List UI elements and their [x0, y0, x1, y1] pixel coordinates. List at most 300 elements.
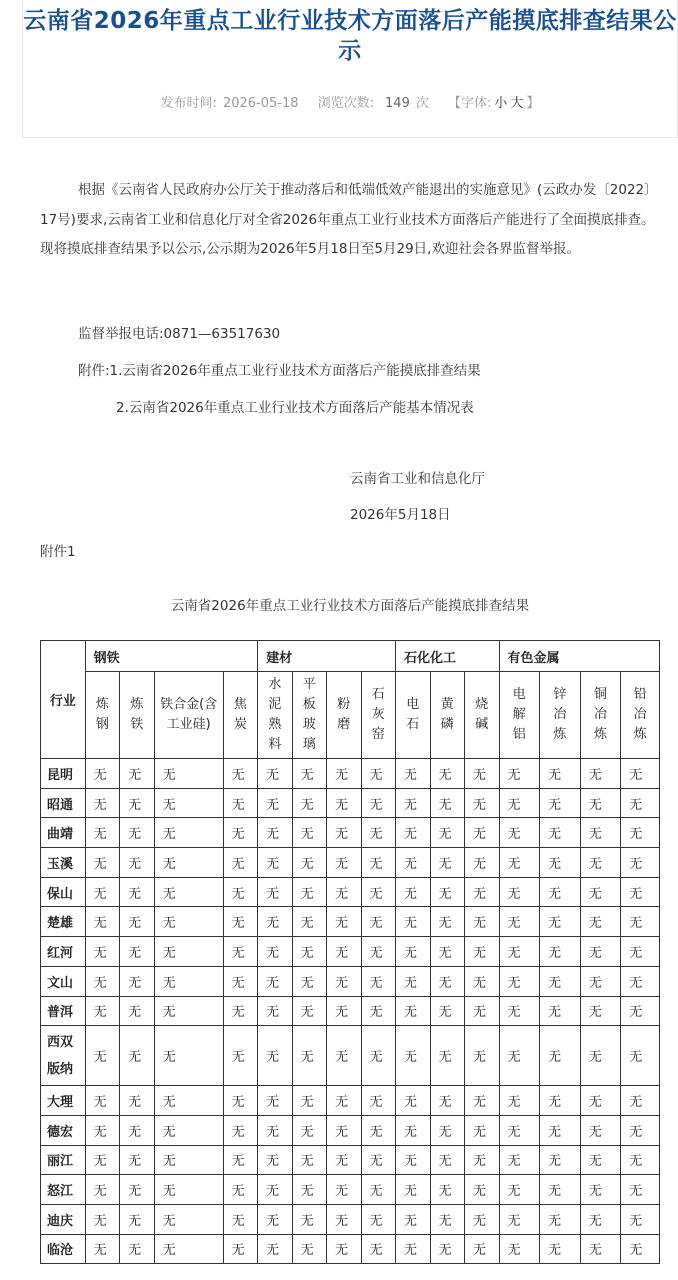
region-cell: 楚雄 [41, 907, 86, 937]
region-cell: 曲靖 [41, 818, 86, 848]
table-cell: 无 [327, 996, 361, 1026]
column-header [540, 672, 581, 759]
table-cell: 无 [120, 937, 154, 967]
table-cell: 无 [292, 1175, 326, 1205]
table-cell: 无 [154, 907, 223, 937]
table-cell: 无 [540, 818, 581, 848]
table-cell: 无 [258, 907, 292, 937]
table-cell: 无 [396, 1234, 430, 1264]
table-cell: 无 [580, 1175, 621, 1205]
table-cell: 无 [499, 818, 540, 848]
table-cell: 无 [292, 996, 326, 1026]
group-header-row [41, 641, 660, 672]
table-cell: 无 [154, 1115, 223, 1145]
signature-date: 2026年5月18日 [350, 507, 451, 523]
table-cell: 无 [540, 1204, 581, 1234]
table-cell: 无 [292, 1115, 326, 1145]
table-cell: 无 [621, 818, 660, 848]
table-cell: 无 [154, 937, 223, 967]
table-cell: 无 [85, 1026, 119, 1086]
table-cell: 无 [292, 1234, 326, 1264]
table-cell: 无 [120, 1175, 154, 1205]
table-cell: 无 [154, 1175, 223, 1205]
table-cell: 无 [223, 907, 258, 937]
table-cell: 无 [292, 907, 326, 937]
table-cell: 无 [396, 1175, 430, 1205]
table-cell: 无 [430, 759, 464, 789]
hotline-text: 监督举报电话:0871—63517630 [78, 326, 281, 342]
table-cell: 无 [258, 1115, 292, 1145]
table-cell: 无 [465, 759, 500, 789]
table-cell: 无 [430, 877, 464, 907]
table-cell: 无 [430, 937, 464, 967]
region-cell: 保山 [41, 877, 86, 907]
attachment-1: 附件:1.云南省2026年重点工业行业技术方面落后产能摸底排查结果 [78, 363, 481, 379]
views-count: 149 [385, 96, 410, 111]
table-cell: 无 [540, 996, 581, 1026]
table-cell: 无 [154, 1086, 223, 1116]
table-cell: 无 [327, 1086, 361, 1116]
table-cell: 无 [120, 1086, 154, 1116]
table-cell: 无 [580, 966, 621, 996]
table-cell: 无 [465, 818, 500, 848]
table-cell: 无 [120, 877, 154, 907]
table-cell: 无 [540, 848, 581, 878]
table-cell: 无 [258, 877, 292, 907]
table-cell: 无 [580, 848, 621, 878]
table-cell: 无 [430, 966, 464, 996]
table-cell: 无 [327, 759, 361, 789]
column-header-label: 粉磨 [337, 697, 351, 732]
table-cell: 无 [396, 1115, 430, 1145]
table-cell: 无 [465, 1145, 500, 1175]
table-cell: 无 [396, 1086, 430, 1116]
table-cell: 无 [327, 966, 361, 996]
column-header [580, 672, 621, 759]
table-row [41, 1026, 660, 1086]
table-cell: 无 [327, 1234, 361, 1264]
column-header [465, 672, 500, 759]
table-row [41, 1234, 660, 1264]
table-cell: 无 [580, 788, 621, 818]
table-cell: 无 [580, 1115, 621, 1145]
region-cell: 玉溪 [41, 848, 86, 878]
table-cell: 无 [540, 1145, 581, 1175]
table-cell: 无 [258, 1086, 292, 1116]
table-cell: 无 [621, 1234, 660, 1264]
table-cell: 无 [396, 759, 430, 789]
annex-label: 附件1 [40, 544, 76, 560]
column-header [120, 672, 154, 759]
page-title: 云南省2026年重点工业行业技术方面落后产能摸底排查结果公示 [23, 8, 677, 64]
column-header-label: 石灰窑 [371, 687, 385, 742]
table-cell: 无 [327, 1175, 361, 1205]
table-cell: 无 [154, 818, 223, 848]
column-header [85, 672, 119, 759]
attachment-2: 2.云南省2026年重点工业行业技术方面落后产能基本情况表 [116, 400, 474, 416]
table-cell: 无 [292, 788, 326, 818]
table-cell: 无 [396, 966, 430, 996]
table-cell: 无 [580, 937, 621, 967]
table-cell: 无 [621, 788, 660, 818]
table-cell: 无 [361, 1145, 396, 1175]
table-cell: 无 [540, 877, 581, 907]
table-cell: 无 [361, 1026, 396, 1086]
table-cell: 无 [499, 966, 540, 996]
table-row [41, 759, 660, 789]
table-cell: 无 [465, 877, 500, 907]
table-cell: 无 [621, 1204, 660, 1234]
table-cell: 无 [85, 1234, 119, 1264]
column-header-label: 黄磷 [440, 697, 454, 732]
table-cell: 无 [154, 1026, 223, 1086]
table-cell: 无 [499, 1026, 540, 1086]
table-cell: 无 [540, 1115, 581, 1145]
table-cell: 无 [465, 966, 500, 996]
table-cell: 无 [465, 1234, 500, 1264]
table-cell: 无 [540, 907, 581, 937]
table-cell: 无 [327, 877, 361, 907]
column-header-label: 铜冶炼 [593, 687, 607, 742]
table-cell: 无 [465, 996, 500, 1026]
table-cell: 无 [540, 759, 581, 789]
region-cell: 大理 [41, 1086, 86, 1116]
table-cell: 无 [430, 848, 464, 878]
table-cell: 无 [580, 907, 621, 937]
table-row [41, 818, 660, 848]
column-header-label: 铅冶炼 [633, 687, 647, 742]
region-cell: 迪庆 [41, 1204, 86, 1234]
table-cell: 无 [499, 1145, 540, 1175]
table-row [41, 996, 660, 1026]
table-cell: 无 [258, 759, 292, 789]
table-caption: 云南省2026年重点工业行业技术方面落后产能摸底排查结果 [170, 598, 530, 614]
table-row [41, 877, 660, 907]
table-cell: 无 [85, 759, 119, 789]
table-cell: 无 [396, 907, 430, 937]
table-row [41, 1115, 660, 1145]
table-cell: 无 [85, 848, 119, 878]
column-header-label: 水泥熟料 [268, 677, 282, 752]
table-cell: 无 [430, 1204, 464, 1234]
table-cell: 无 [85, 996, 119, 1026]
table-row [41, 848, 660, 878]
group-steel: 钢铁 [85, 641, 257, 672]
table-cell: 无 [327, 848, 361, 878]
table-cell: 无 [120, 1204, 154, 1234]
table-cell: 无 [223, 848, 258, 878]
table-cell: 无 [223, 1145, 258, 1175]
column-header-label: 焦炭 [233, 697, 247, 732]
table-cell: 无 [154, 877, 223, 907]
table-cell: 无 [396, 996, 430, 1026]
table-cell: 无 [258, 1145, 292, 1175]
region-cell: 临沧 [41, 1234, 86, 1264]
column-header-label: 炼铁 [130, 697, 144, 732]
industry-header: 行业 [41, 641, 86, 759]
table-row [41, 1175, 660, 1205]
signature-org: 云南省工业和信息化厅 [350, 471, 485, 487]
table-cell: 无 [540, 1234, 581, 1264]
table-cell: 无 [430, 1086, 464, 1116]
table-cell: 无 [540, 1086, 581, 1116]
views-unit: 次 [415, 96, 429, 111]
region-cell: 怒江 [41, 1175, 86, 1205]
table-cell: 无 [396, 937, 430, 967]
table-cell: 无 [327, 937, 361, 967]
table-cell: 无 [120, 1145, 154, 1175]
table-cell: 无 [465, 1086, 500, 1116]
table-cell: 无 [85, 907, 119, 937]
table-cell: 无 [580, 759, 621, 789]
table-cell: 无 [465, 1026, 500, 1086]
table-cell: 无 [258, 848, 292, 878]
table-cell: 无 [621, 1086, 660, 1116]
table-cell: 无 [120, 1234, 154, 1264]
table-cell: 无 [361, 818, 396, 848]
table-cell: 无 [396, 1204, 430, 1234]
table-cell: 无 [540, 1175, 581, 1205]
table-cell: 无 [327, 907, 361, 937]
table-cell: 无 [327, 1145, 361, 1175]
table-cell: 无 [154, 848, 223, 878]
table-cell: 无 [361, 1175, 396, 1205]
font-large-button[interactable]: 大 [510, 96, 524, 111]
table-cell: 无 [258, 1026, 292, 1086]
table-cell: 无 [361, 907, 396, 937]
table-cell: 无 [154, 1145, 223, 1175]
table-cell: 无 [120, 1115, 154, 1145]
table-cell: 无 [258, 788, 292, 818]
table-cell: 无 [361, 759, 396, 789]
table-cell: 无 [223, 1204, 258, 1234]
table-cell: 无 [621, 1026, 660, 1086]
font-small-button[interactable]: 小 [494, 96, 508, 111]
column-header [292, 672, 326, 759]
column-header-label: 炼钢 [95, 697, 109, 732]
table-cell: 无 [223, 788, 258, 818]
column-header [396, 672, 430, 759]
table-cell: 无 [621, 759, 660, 789]
table-cell: 无 [465, 1115, 500, 1145]
column-header [223, 672, 258, 759]
table-cell: 无 [85, 966, 119, 996]
publish-label: 发布时间: [160, 96, 217, 111]
table-cell: 无 [540, 1026, 581, 1086]
column-header-label: 铁合金(含工业硅) [160, 697, 218, 732]
table-cell: 无 [223, 1115, 258, 1145]
table-cell: 无 [85, 1175, 119, 1205]
column-header [430, 672, 464, 759]
column-header-label: 平板玻璃 [302, 677, 316, 752]
table-cell: 无 [85, 818, 119, 848]
table-cell: 无 [154, 966, 223, 996]
table-cell: 无 [499, 1086, 540, 1116]
table-cell: 无 [430, 1234, 464, 1264]
column-header [154, 672, 223, 759]
table-cell: 无 [292, 1145, 326, 1175]
table-cell: 无 [430, 1115, 464, 1145]
table-cell: 无 [327, 1026, 361, 1086]
table-cell: 无 [327, 1204, 361, 1234]
column-header [499, 672, 540, 759]
table-cell: 无 [499, 1175, 540, 1205]
table-cell: 无 [499, 759, 540, 789]
column-header [621, 672, 660, 759]
table-cell: 无 [430, 1175, 464, 1205]
table-cell: 无 [223, 759, 258, 789]
table-cell: 无 [85, 877, 119, 907]
table-cell: 无 [292, 1026, 326, 1086]
table-cell: 无 [465, 788, 500, 818]
table-cell: 无 [621, 848, 660, 878]
table-cell: 无 [465, 848, 500, 878]
table-row [41, 1204, 660, 1234]
table-cell: 无 [396, 1145, 430, 1175]
intro-paragraph: 根据《云南省人民政府办公厅关于推动落后和低端低效产能退出的实施意见》(云政办发〔2022〕17号)要求,云南省工业和信息化厅对全省2026年重点工业行业技术方面落后产能进行了全面摸底排查。现将摸底排查结果予以公示,公示期为2026年5月18日至5月29日,欢迎社会各界监督举报。 [40, 182, 658, 257]
table-cell: 无 [465, 1175, 500, 1205]
font-size-close: 】 [526, 96, 540, 111]
table-cell: 无 [580, 1026, 621, 1086]
column-header-label: 烧碱 [475, 697, 489, 732]
table-cell: 无 [85, 1204, 119, 1234]
table-cell: 无 [465, 907, 500, 937]
table-row [41, 937, 660, 967]
table-cell: 无 [361, 1115, 396, 1145]
group-petrochemical: 石化化工 [396, 641, 499, 672]
table-cell: 无 [430, 1145, 464, 1175]
table-cell: 无 [361, 937, 396, 967]
table-cell: 无 [223, 1026, 258, 1086]
table-cell: 无 [223, 996, 258, 1026]
table-cell: 无 [465, 937, 500, 967]
region-cell: 昆明 [41, 759, 86, 789]
table-cell: 无 [223, 1086, 258, 1116]
region-cell: 昭通 [41, 788, 86, 818]
table-cell: 无 [223, 1175, 258, 1205]
table-cell: 无 [327, 1115, 361, 1145]
table-row [41, 788, 660, 818]
table-cell: 无 [223, 877, 258, 907]
region-cell: 德宏 [41, 1115, 86, 1145]
table-cell: 无 [154, 996, 223, 1026]
table-cell: 无 [499, 877, 540, 907]
table-cell: 无 [154, 1204, 223, 1234]
table-cell: 无 [223, 818, 258, 848]
table-cell: 无 [621, 966, 660, 996]
table-cell: 无 [258, 1175, 292, 1205]
table-cell: 无 [85, 937, 119, 967]
region-cell: 红河 [41, 937, 86, 967]
region-cell: 丽江 [41, 1145, 86, 1175]
table-cell: 无 [540, 966, 581, 996]
table-row [41, 966, 660, 996]
table-cell: 无 [430, 788, 464, 818]
table-cell: 无 [258, 937, 292, 967]
table-cell: 无 [396, 1026, 430, 1086]
table-cell: 无 [120, 788, 154, 818]
table-cell: 无 [292, 1204, 326, 1234]
table-row [41, 1145, 660, 1175]
region-cell: 西双版纳 [41, 1026, 86, 1086]
group-nonferrous: 有色金属 [499, 641, 659, 672]
table-cell: 无 [361, 1086, 396, 1116]
table-cell: 无 [396, 848, 430, 878]
table-cell: 无 [499, 907, 540, 937]
table-cell: 无 [327, 788, 361, 818]
table-row [41, 1086, 660, 1116]
table-cell: 无 [223, 1234, 258, 1264]
table-cell: 无 [154, 1234, 223, 1264]
table-cell: 无 [120, 1026, 154, 1086]
table-cell: 无 [361, 996, 396, 1026]
table-cell: 无 [154, 759, 223, 789]
results-table-body [41, 759, 660, 1264]
table-cell: 无 [361, 848, 396, 878]
table-cell: 无 [499, 996, 540, 1026]
table-cell: 无 [85, 788, 119, 818]
table-cell: 无 [621, 1145, 660, 1175]
table-cell: 无 [292, 848, 326, 878]
table-cell: 无 [292, 759, 326, 789]
table-cell: 无 [621, 996, 660, 1026]
table-cell: 无 [85, 1115, 119, 1145]
table-cell: 无 [621, 877, 660, 907]
table-cell: 无 [258, 818, 292, 848]
region-cell: 普洱 [41, 996, 86, 1026]
table-cell: 无 [292, 818, 326, 848]
table-cell: 无 [396, 877, 430, 907]
column-header [361, 672, 396, 759]
results-table [40, 640, 660, 1264]
table-cell: 无 [499, 788, 540, 818]
table-cell: 无 [120, 759, 154, 789]
table-cell: 无 [154, 788, 223, 818]
table-cell: 无 [430, 996, 464, 1026]
column-header-label: 电解铝 [512, 687, 526, 742]
table-cell: 无 [327, 818, 361, 848]
table-cell: 无 [580, 1145, 621, 1175]
table-cell: 无 [258, 996, 292, 1026]
table-cell: 无 [499, 937, 540, 967]
table-cell: 无 [465, 1204, 500, 1234]
region-cell: 文山 [41, 966, 86, 996]
table-cell: 无 [580, 996, 621, 1026]
table-cell: 无 [85, 1086, 119, 1116]
table-cell: 无 [292, 1086, 326, 1116]
table-cell: 无 [580, 1204, 621, 1234]
table-cell: 无 [292, 937, 326, 967]
table-cell: 无 [580, 877, 621, 907]
table-cell: 无 [540, 937, 581, 967]
table-cell: 无 [292, 966, 326, 996]
table-cell: 无 [258, 966, 292, 996]
table-cell: 无 [223, 966, 258, 996]
column-header-label: 锌冶炼 [553, 687, 567, 742]
table-cell: 无 [361, 1234, 396, 1264]
column-header-label: 电石 [406, 697, 420, 732]
group-building-materials: 建材 [258, 641, 396, 672]
table-cell: 无 [120, 848, 154, 878]
publish-date: 2026-05-18 [222, 96, 299, 111]
table-cell: 无 [499, 1234, 540, 1264]
table-cell: 无 [580, 818, 621, 848]
table-cell: 无 [223, 937, 258, 967]
table-cell: 无 [621, 937, 660, 967]
font-size-label: 【字体: [448, 96, 492, 111]
views-label: 浏览次数: [317, 96, 375, 111]
table-cell: 无 [120, 907, 154, 937]
